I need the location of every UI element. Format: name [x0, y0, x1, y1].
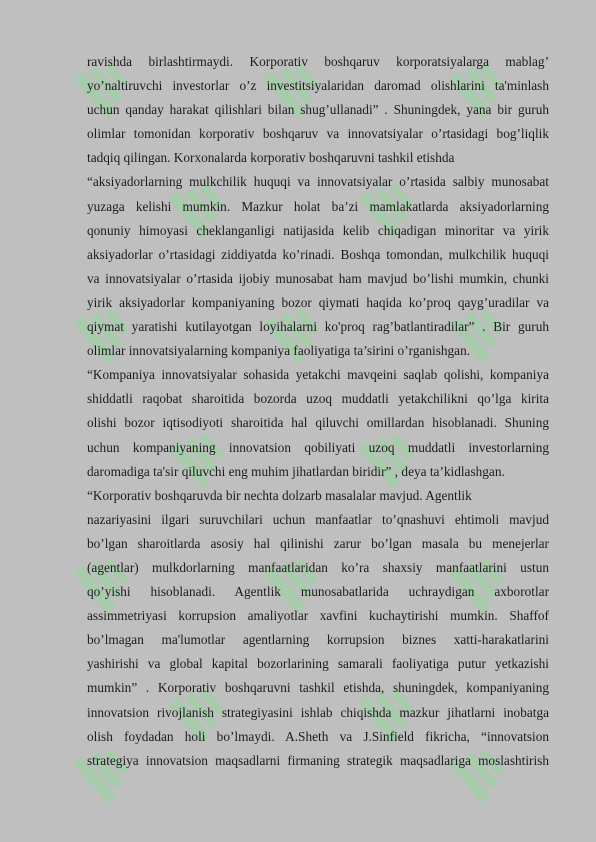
- text-line: ravishda birlashtirmaydi. Korporativ boshqaruv korporatsiyalarga mablag’: [87, 54, 549, 69]
- text-line: qonuniy himoyasi cheklanganligi natijasida kelib chiqadigan minoritar va yirik: [87, 222, 549, 238]
- text-line: mumkin” . Korporativ boshqaruvni tashkil etishda, shuningdek, kompaniyaning: [87, 680, 549, 696]
- text-line: yuzaga kelishi mumkin. Mazkur holat ba’zi mamlakatlarda aksiyadorlarning: [87, 198, 549, 214]
- text-line: daromadiga ta'sir qiluvchi eng muhim jihatlardan biridir” , deya ta’kidlashgan.: [87, 463, 505, 479]
- text-line: olimlar innovatsiyalarning kompaniya faoliyatiga ta’sirini o’rganishgan.: [87, 343, 471, 359]
- text-line: va innovatsiyalar o’rtasida ijobiy munosabat ham mavjud bo’lishi mumkin, chunki: [87, 270, 549, 286]
- text-line: qiymat yaratishi kutilayotgan loyihalarni ko'proq rag’batlantiradilar” . Bir guruh: [87, 319, 549, 335]
- text-line: “Korporativ boshqaruvda bir nechta dolzarb masalalar mavjud. Agentlik: [87, 487, 472, 503]
- document-body: [87, 50, 549, 773]
- text-line: uchun qanday harakat qilishlari bilan shug’ullanadi” . Shuningdek, yana bir guruh: [87, 102, 549, 118]
- text-line: “aksiyadorlarning mulkchilik huquqi va innovatsiyalar o’rtasida salbiy munosabat: [87, 174, 549, 190]
- text-line: innovatsion rivojlanish strategiyasini ishlab chiqishda mazkur jihatlarni inobatga: [87, 704, 549, 720]
- text-line: strategiya innovatsion maqsadlarni firmaning strategik maqsadlariga moslashtirish: [87, 752, 549, 768]
- text-line: yashirishi va global kapital bozorlarining samarali faoliyatiga putur yetkazishi: [87, 656, 549, 672]
- text-line: yirik aksiyadorlar kompaniyaning bozor qiymati haqida ko’proq qayg’uradilar va: [87, 294, 549, 310]
- text-line: olishi bozor iqtisodiyoti sharoitida hal qiluvchi omillardan hisoblanadi. Shuning: [87, 415, 549, 431]
- text-line: olimlar tomonidan korporativ boshqaruv va innovatsiyalar o’rtasidagi bog’liqlik: [87, 126, 549, 142]
- text-line: (agentlar) mulkdorlarning manfaatlaridan ko’ra shaxsiy manfaatlarini ustun: [87, 559, 549, 575]
- text-line: aksiyadorlar o’rtasidagi ziddiyatda ko’rinadi. Boshqa tomondan, mulkchilik huquqi: [87, 246, 549, 262]
- text-line: assimmetriyasi korrupsion amaliyotlar xavfini kuchaytirishi mumkin. Shaffof: [87, 608, 549, 624]
- text-line: uchun kompaniyaning innovatsion qobiliyati uzoq muddatli investorlarning: [87, 439, 549, 455]
- text-line: tadqiq qilingan. Korxonalarda korporativ boshqaruvni tashkil etishda: [87, 150, 455, 166]
- text-line: bo’lgan sharoitlarda asosiy hal qilinishi zarur bo’lgan masala bu menejerlar: [87, 535, 549, 551]
- text-line: yo’naltiruvchi investorlar o’z investitsiyalaridan daromad olishlarini ta'minlash: [87, 78, 549, 94]
- text-line: nazariyasini ilgari suruvchilari uchun manfaatlar to’qnashuvi ehtimoli mavjud: [87, 511, 549, 527]
- text-line: “Kompaniya innovatsiyalar sohasida yetakchi mavqeini saqlab qolishi, kompaniya: [87, 367, 549, 383]
- text-line: qo’yishi hisoblanadi. Agentlik munosabatlarida uchraydigan axborotlar: [87, 584, 549, 600]
- text-line: olish foydadan holi bo’lmaydi. A.Sheth va J.Sinfield fikricha, “innovatsion: [87, 728, 549, 744]
- text-line: shiddatli raqobat sharoitida bozorda uzoq muddatli yetakchilikni qo’lga kirita: [87, 391, 549, 407]
- text-line: bo’lmagan ma'lumotlar agentlarning korrupsion biznes xatti-harakatlarini: [87, 632, 549, 648]
